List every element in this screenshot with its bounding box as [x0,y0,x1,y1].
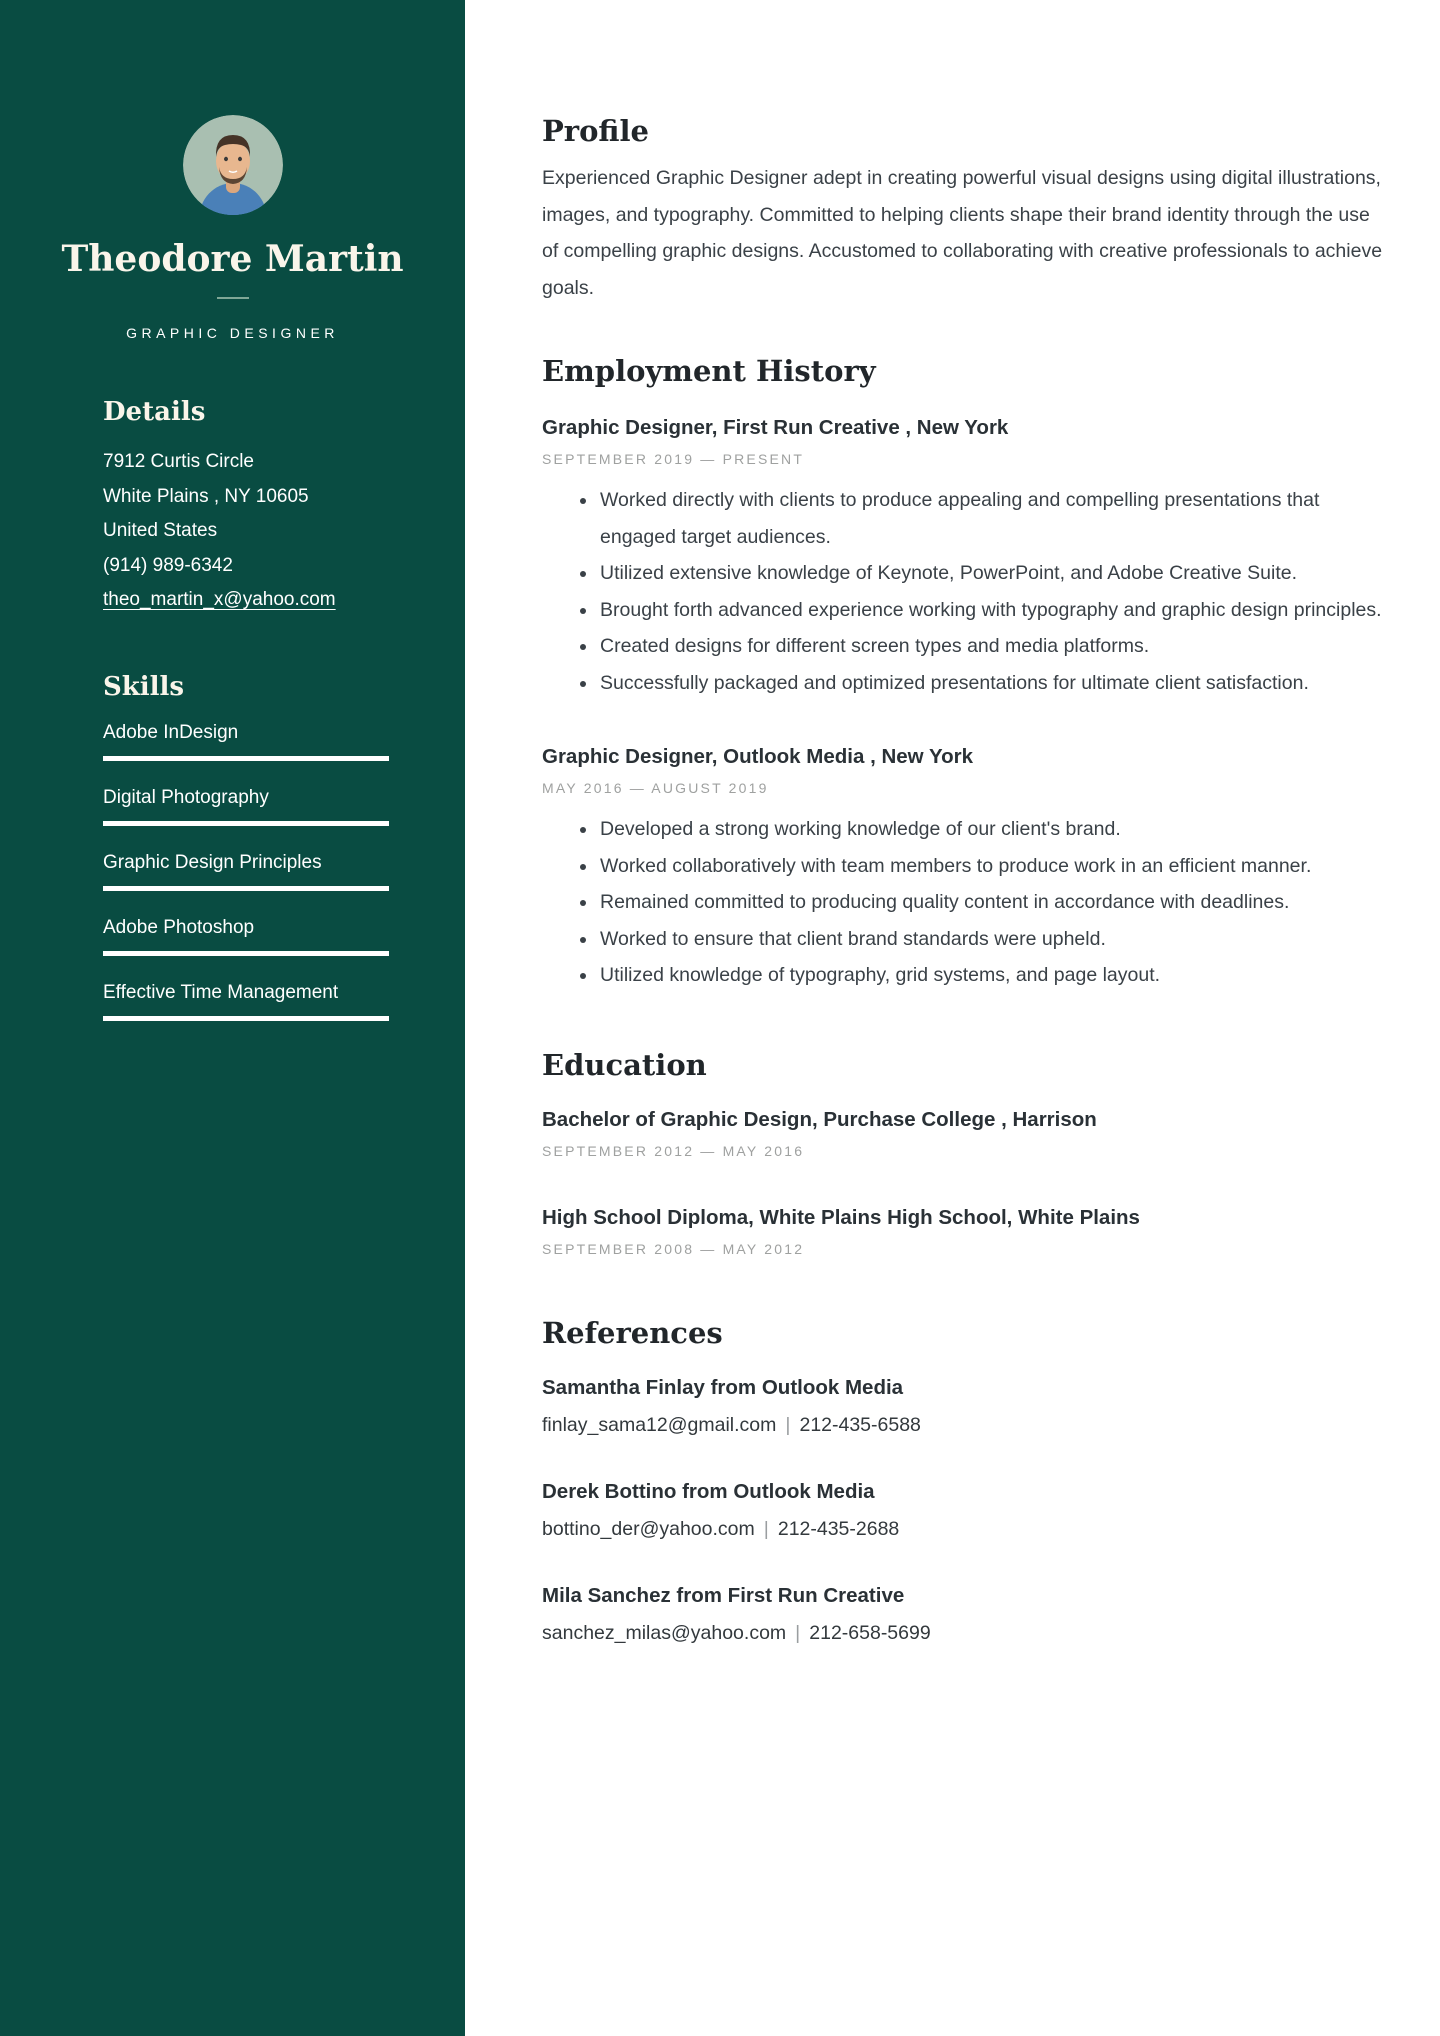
skill-bar-fill [103,821,389,826]
education-entry [542,1204,1390,1258]
skill-bar-fill [103,951,389,956]
skill-bar [103,821,389,826]
reference-contact [542,1514,1390,1544]
education-entry [542,1106,1390,1160]
job-bullet: • Successfully packaged and optimized presentations for ultimate client satisfaction. [598,665,1390,702]
job-entry [542,743,1390,994]
address-country: United States [103,520,218,541]
reference-name: Mila Sanchez from First Run Creative [542,1583,905,1607]
reference-phone: 212-435-6588 [799,1413,921,1436]
reference-email: sanchez_milas@yahoo.com [542,1621,787,1644]
contact-separator: | [763,1517,769,1540]
skill-bar-fill [103,1016,389,1021]
details-section [0,397,465,618]
person-name: Theodore Martin [61,238,404,280]
profile-heading: Profile [542,114,649,148]
reference-phone: 212-435-2688 [777,1517,900,1540]
sidebar [0,0,465,2036]
skill-label: Adobe Photoshop [103,916,255,938]
profile-text: Experienced Graphic Designer adept in creating powerful visual designs using digital illustrations, images, and typography. Committed to helping clients shape their brand identity through the use of compelling graphic designs. Accustomed to collaborating with creative professionals to achieve goals. [542,167,1383,299]
job-entry [542,414,1390,701]
address-street: 7912 Curtis Circle [103,451,254,472]
references-section [542,1314,1390,1648]
job-date: MAY 2016 — AUGUST 2019 [542,780,769,796]
skill-item [103,785,389,826]
skill-bar [103,951,389,956]
job-bullet: • Created designs for different screen types and media platforms. [598,628,1390,665]
skill-item [103,980,389,1021]
job-bullet: • Remained committed to producing quality content in accordance with deadlines. [598,884,1390,921]
skill-label: Adobe InDesign [103,721,239,743]
contact-separator: | [785,1413,791,1436]
contact-separator: | [795,1621,801,1644]
skill-bar-fill [103,886,389,891]
skill-label: Effective Time Management [103,981,339,1003]
skill-bar [103,1016,389,1021]
employment-section [542,352,1390,994]
sidebar-header [0,115,465,341]
name-divider [217,297,249,299]
reference-contact [542,1410,1390,1440]
reference-entry [542,1582,1390,1648]
reference-entry [542,1374,1390,1440]
education-section [542,1046,1390,1258]
skill-label: Digital Photography [103,786,269,808]
job-bullet: • Utilized knowledge of typography, grid systems, and page layout. [598,957,1390,994]
phone-number: (914) 989-6342 [103,554,233,576]
reference-entry [542,1478,1390,1544]
skill-item [103,850,389,891]
reference-name: Samantha Finlay from Outlook Media [542,1375,904,1399]
person-role: GRAPHIC DESIGNER [126,325,339,341]
skill-label: Graphic Design Principles [103,851,322,873]
skill-item [103,720,389,761]
job-bullet: • Utilized extensive knowledge of Keynote, PowerPoint, and Adobe Creative Suite. [598,555,1390,592]
reference-contact [542,1618,1390,1648]
job-title: Graphic Designer, Outlook Media , New York [542,745,973,768]
reference-email: finlay_sama12@gmail.com [542,1413,777,1436]
skills-section [0,672,465,1021]
job-bullet: • Worked directly with clients to produce appealing and compelling presentations that engaged target audiences. [598,482,1390,555]
job-bullet-list [542,482,1390,701]
reference-email: bottino_der@yahoo.com [542,1517,755,1540]
job-title: Graphic Designer, First Run Creative , New York [542,416,1009,439]
education-title: High School Diploma, White Plains High School, White Plains [542,1205,1140,1229]
email-link[interactable]: theo_martin_x@yahoo.com [103,589,336,610]
job-bullet-list [542,811,1390,994]
education-date: SEPTEMBER 2012 — MAY 2016 [542,1142,805,1159]
profile-photo [183,115,283,215]
skill-item [103,915,389,956]
main-content [465,0,1440,2036]
reference-name: Derek Bottino from Outlook Media [542,1479,875,1503]
reference-phone: 212-658-5699 [809,1621,931,1644]
job-bullet: • Worked collaboratively with team members to produce work in an efficient manner. [598,848,1390,885]
details-heading: Details [103,397,206,427]
education-date: SEPTEMBER 2008 — MAY 2012 [542,1240,805,1257]
skill-bar-fill [103,756,389,761]
skills-heading: Skills [103,671,185,702]
profile-photo-illustration [183,115,283,215]
address-city: White Plains , NY 10605 [103,485,309,507]
skill-bar [103,756,389,761]
employment-heading: Employment History [542,354,876,388]
job-date: SEPTEMBER 2019 — PRESENT [542,451,805,467]
skill-bar [103,886,389,891]
education-title: Bachelor of Graphic Design, Purchase College , Harrison [542,1107,1097,1131]
job-bullet: • Worked to ensure that client brand standards were upheld. [598,921,1390,958]
profile-section [542,112,1390,306]
job-bullet: • Developed a strong working knowledge of our client's brand. [598,811,1390,848]
education-heading: Education [542,1047,707,1082]
references-heading: References [542,1315,723,1350]
job-bullet: • Brought forth advanced experience working with typography and graphic design principles. [598,592,1390,629]
